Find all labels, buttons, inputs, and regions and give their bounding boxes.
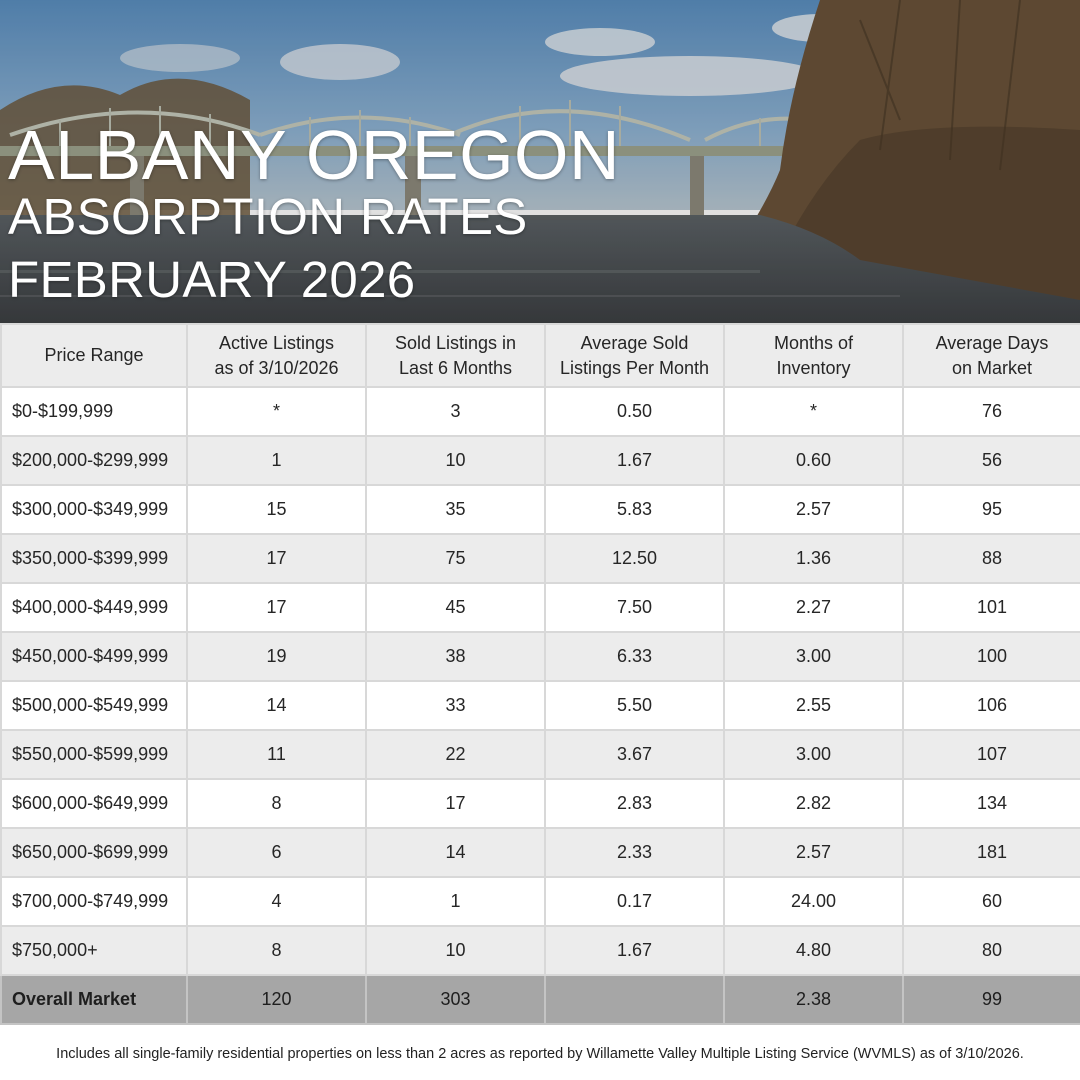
overall-market-cell: 99 [903, 975, 1080, 1024]
table-row [1, 534, 1080, 583]
price-range-cell: $600,000-$649,999 [1, 779, 187, 828]
table-cell: 106 [903, 681, 1080, 730]
table-cell: 2.83 [545, 779, 724, 828]
column-header-line: Average Sold [580, 332, 689, 353]
price-range-cell: $700,000-$749,999 [1, 877, 187, 926]
table-cell: 5.83 [545, 485, 724, 534]
table-cell: 14 [187, 681, 366, 730]
table-cell: 80 [903, 926, 1080, 975]
table-cell: 38 [366, 632, 545, 681]
price-range-cell: $550,000-$599,999 [1, 730, 187, 779]
table-row [1, 583, 1080, 632]
table-cell: 100 [903, 632, 1080, 681]
price-range-cell: $450,000-$499,999 [1, 632, 187, 681]
table-cell: 2.82 [724, 779, 903, 828]
table-cell: * [187, 387, 366, 436]
table-cell: 2.55 [724, 681, 903, 730]
table-cell: 2.57 [724, 828, 903, 877]
table-cell: 19 [187, 632, 366, 681]
table-cell: 134 [903, 779, 1080, 828]
table-cell: 17 [187, 534, 366, 583]
absorption-table-container [0, 323, 1080, 1025]
table-cell: 1.67 [545, 436, 724, 485]
table-cell: 107 [903, 730, 1080, 779]
table-row [1, 436, 1080, 485]
table-cell: 76 [903, 387, 1080, 436]
table-row [1, 485, 1080, 534]
table-cell: 6 [187, 828, 366, 877]
table-cell: 4 [187, 877, 366, 926]
table-cell: 1.67 [545, 926, 724, 975]
absorption-table [0, 323, 1080, 1025]
column-header-line: Listings Per Month [559, 357, 710, 378]
table-cell: 24.00 [724, 877, 903, 926]
price-range-cell: $0-$199,999 [1, 387, 187, 436]
column-header-line: on Market [951, 357, 1033, 378]
table-cell: 12.50 [545, 534, 724, 583]
price-range-cell: $650,000-$699,999 [1, 828, 187, 877]
footnote: Includes all single-family residential properties on less than 2 acres as reported by Willamette Valley Multiple Listing Service (WVMLS) as of 3/10/2026. [56, 1046, 1024, 1062]
table-cell: 22 [366, 730, 545, 779]
column-header-line: Sold Listings in [394, 332, 517, 353]
table-cell: 101 [903, 583, 1080, 632]
table-cell: 2.57 [724, 485, 903, 534]
table-cell: 181 [903, 828, 1080, 877]
table-cell: 56 [903, 436, 1080, 485]
table-cell: 3.00 [724, 632, 903, 681]
table-cell: 2.27 [724, 583, 903, 632]
table-row [1, 877, 1080, 926]
table-cell: 1 [187, 436, 366, 485]
overall-market-cell: 303 [366, 975, 545, 1024]
table-cell: 45 [366, 583, 545, 632]
table-row [1, 779, 1080, 828]
column-header [724, 324, 903, 387]
table-cell: 8 [187, 926, 366, 975]
table-cell: 17 [366, 779, 545, 828]
column-header-line: Active Listings [218, 332, 335, 353]
price-range-cell: $350,000-$399,999 [1, 534, 187, 583]
table-row [1, 632, 1080, 681]
column-header-line: Average Days [935, 332, 1049, 353]
table-cell: 3.67 [545, 730, 724, 779]
table-cell: 15 [187, 485, 366, 534]
table-cell: 0.60 [724, 436, 903, 485]
table-cell: 2.33 [545, 828, 724, 877]
price-range-cell: $300,000-$349,999 [1, 485, 187, 534]
table-cell: 14 [366, 828, 545, 877]
table-header-row [1, 324, 1080, 387]
column-header-line: as of 3/10/2026 [214, 357, 339, 378]
overall-market-cell [545, 975, 724, 1024]
table-cell: 6.33 [545, 632, 724, 681]
column-header [1, 324, 187, 387]
table-row [1, 926, 1080, 975]
table-cell: 95 [903, 485, 1080, 534]
column-header-line: Inventory [776, 357, 851, 378]
table-cell: 17 [187, 583, 366, 632]
table-cell: 4.80 [724, 926, 903, 975]
column-header-line: Price Range [44, 345, 144, 365]
column-header-line: Months of [773, 332, 854, 353]
report-period: FEBRUARY 2026 [8, 251, 416, 308]
table-cell: 3.00 [724, 730, 903, 779]
table-cell: 0.17 [545, 877, 724, 926]
table-cell: 1.36 [724, 534, 903, 583]
table-cell: 3 [366, 387, 545, 436]
page-subtitle: ABSORPTION RATES [8, 188, 528, 245]
table-cell: 0.50 [545, 387, 724, 436]
price-range-cell: $400,000-$449,999 [1, 583, 187, 632]
table-cell: * [724, 387, 903, 436]
column-header [366, 324, 545, 387]
table-cell: 60 [903, 877, 1080, 926]
table-cell: 33 [366, 681, 545, 730]
column-header-line: Last 6 Months [398, 357, 513, 378]
table-row [1, 681, 1080, 730]
table-cell: 10 [366, 926, 545, 975]
overall-market-cell: 2.38 [724, 975, 903, 1024]
table-cell: 75 [366, 534, 545, 583]
table-cell: 1 [366, 877, 545, 926]
table-cell: 11 [187, 730, 366, 779]
column-header [903, 324, 1080, 387]
overall-market-row [1, 975, 1080, 1024]
page-title: ALBANY OREGON [8, 116, 621, 194]
table-cell: 5.50 [545, 681, 724, 730]
table-cell: 88 [903, 534, 1080, 583]
table-row [1, 828, 1080, 877]
table-cell: 7.50 [545, 583, 724, 632]
price-range-cell: $500,000-$549,999 [1, 681, 187, 730]
table-cell: 10 [366, 436, 545, 485]
column-header [187, 324, 366, 387]
hero-banner [0, 0, 1080, 323]
overall-market-label: Overall Market [1, 975, 187, 1024]
overall-market-cell: 120 [187, 975, 366, 1024]
column-header [545, 324, 724, 387]
price-range-cell: $750,000+ [1, 926, 187, 975]
table-row [1, 387, 1080, 436]
table-row [1, 730, 1080, 779]
table-cell: 35 [366, 485, 545, 534]
price-range-cell: $200,000-$299,999 [1, 436, 187, 485]
table-cell: 8 [187, 779, 366, 828]
